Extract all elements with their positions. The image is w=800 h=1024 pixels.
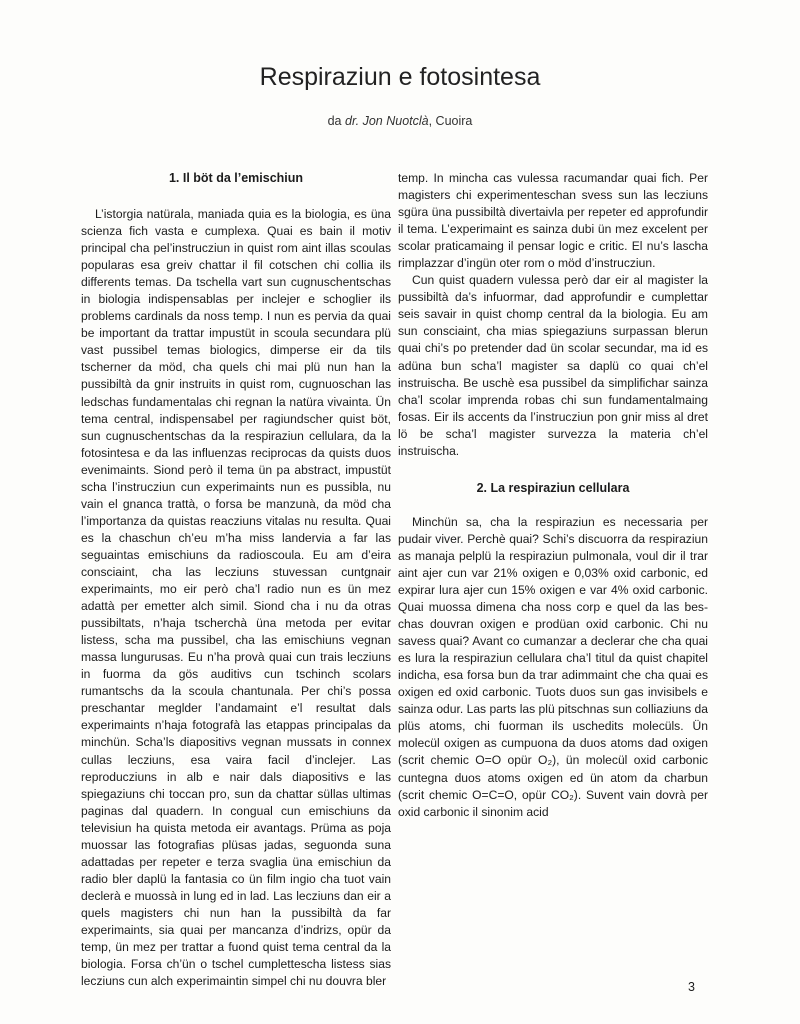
paragraph: L’istorgia natürala, maniada quia es la biologia, es üna scienza fich vasta e cumplexa. Quai es bain il motiv principal cha pel’instrucziun in quist rom aint illas scoulas popularas esa greiv chattar il fil cotschen chi collia ils differents temas. Da tschella vart sun cugnuschentschas in biologia indispensablas per inclejer e schoglier ils problems cardinals da noss temp. I nun es pervia da quai be important da trattar impustüt in scoula secundara plü vast pussibel temas biologics, dimperse eir da tils tscherner da möd, cha quels chi mai plü nun han la pussibiltà da gnir instruits in quist rom, cugnuoschan las ledschas fundamentalas chi regnan la natüra vivainta. Ün tema central, indispensabel per ragiundscher quist böt, sun cugnuschentschas da la respiraziun cellulara, da la fotosintesa e da las influenzas reciprocas da quists duos evenimaints. Siond però il tema ün pa abstract, impustüt scha l’instrucziun cun experimaints nun es pussibla, nu vain el gnanca trattà, o forsa be manzunà, da möd cha l’importanza da quistas reacziuns vitalas nu resulta. Quai es la chaschun ch’eu m’ha miss landervia a far las seguaintas emischiuns da radioscoula. Eu am d’eira consciaint, cha las lecziuns stuvessan cuntgnair experimaints, mo eir però cha’l radio nun es ün mez adattà per emetter alch simil. Siond cha i nu da otras pussibiltats, n’haja tscherchà üna metoda per evitar listess, scha ma pussibel, cha las emischiuns vegnan massa lungurusas. Eu n’ha provà quai cun trais lecziuns in fuorma da gös auditivs cun tschinch scolars rumantschs da la scoula chantunala. Per chi’s possa preschantar meglder l’andamaint e’l resultat dals experimaints n’haja fotografà las etappas principalas da minchün. Scha’ls diapositivs vegnan mussats in connex cullas lecziuns, esa vaira facil d’inclejer. Las reproducziuns in alb e nair dals diapositivs e las spiegaziuns chi toccan pro, sun da chattar süllas ultimas paginas dal quadern. In congual cun emischiuns da televisiun ha quista metoda eir avantags. Prüma as poja muossar las fotografias plüsas jadas, seguonda suna adattadas per repeter e terza svaglia üna emischiun da radio bler daplü la fantasia co ün film ingio cha tuot vain declerà e muossà in lung ed in lad. Las lecziuns dan eir a quels magisters chi nun han la pussibiltà da far experimaints, sia quai per mancanza d’indrizs, opür da temp, ün mez per trattar a fuond quist tema central da la biologia. Forsa ch’ün o tschel cumplettescha listess sias lecziuns cun alch experimaintin simpel chi nu douvra bler [81,207,391,989]
page-number: 3 [688,980,695,994]
byline-suffix: , Cuoira [428,114,473,128]
column-left [81,170,391,990]
byline-prefix: da [327,114,342,128]
article-title: Respiraziun e fotosintesa [259,63,541,91]
paragraph-continuation: temp. In mincha cas vulessa racumandar quai fich. Per magisters chi experimenteschan svess sun las lecziuns sgüra üna pussibiltà divertaivla per repeter ed approfundir il tema. L’experimaint es sainza dubi ün mez excelent per scolar praticamaing il pensar logic e critic. El nu’s lascha rimplazzar d’ingün oter rom o möd d’instrucziun. [398,171,708,271]
author-name: dr. Jon Nuotclà [345,114,429,128]
paragraph: Minchün sa, cha la respiraziun es necessaria per pudair viver. Perchè quai? Schi’s discuorra da respiraziun as manaja pelplü la respiraziun pulmonala, voul dir il trar aint ajer cun var 21% oxigen e 0,03% oxid carbonic, ed expirar lura ajer cun 15% oxigen e var 4% oxid carbonic. Quai muossa dimena cha noss corp e quel da las bes-chas douvran oxigen e prodüan oxid carbonic. Chi nu savess quai? Avant co cumanzar a declerar che cha quai es lura la respiraziun cellulara cha’l titul da quist chapitel indicha, esa forsa bun da trar adimmaint che cha quai es oxigen ed oxid carbonic. Tuots duos sun gas invisibels e sainza odur. Las parts las plü pitschnas sun colliaziuns da plüs atoms, chi fuorman ils uschedits molecüls. Ün molecül oxigen as cumpuona da duos atoms dad oxigen (scrit chemic O=O opür O₂), ün molecül oxid carbonic cuntegna duos atoms oxigen ed ün atom da charbun (scrit chemic O=C=O, opür CO₂). Suvent vain dovrà per oxid carbonic il sinonim acid [398,514,708,819]
section-heading: 1. Il böt da l’emischiun [168,171,304,185]
paragraph: Cun quist quadern vulessa però dar eir al magister la pussibiltà da’s infuormar, dad approfundir e cumplettar seis savair in quist chomp central da la biologia. Eu am sun consciaint, cha mias spiegaziuns surpassan blerun quai chi’s po pretender dad ün scolar secundar, ma id es adüna bun scha’l magister sa daplü co quai ch’el instruischa. Be uschè esa pussibel da simplifichar sainza cha’l scolar imprenda robas chi sun fundamentalmaing fosas. Eir ils accents da l’instrucziun pon gnir miss al dret lö be scha’l magister survezza la materia ch’el instruischa. [398,273,708,458]
section-heading: 2. La respiraziun cellulara [476,480,630,495]
byline [0,114,800,128]
column-right [398,170,708,821]
